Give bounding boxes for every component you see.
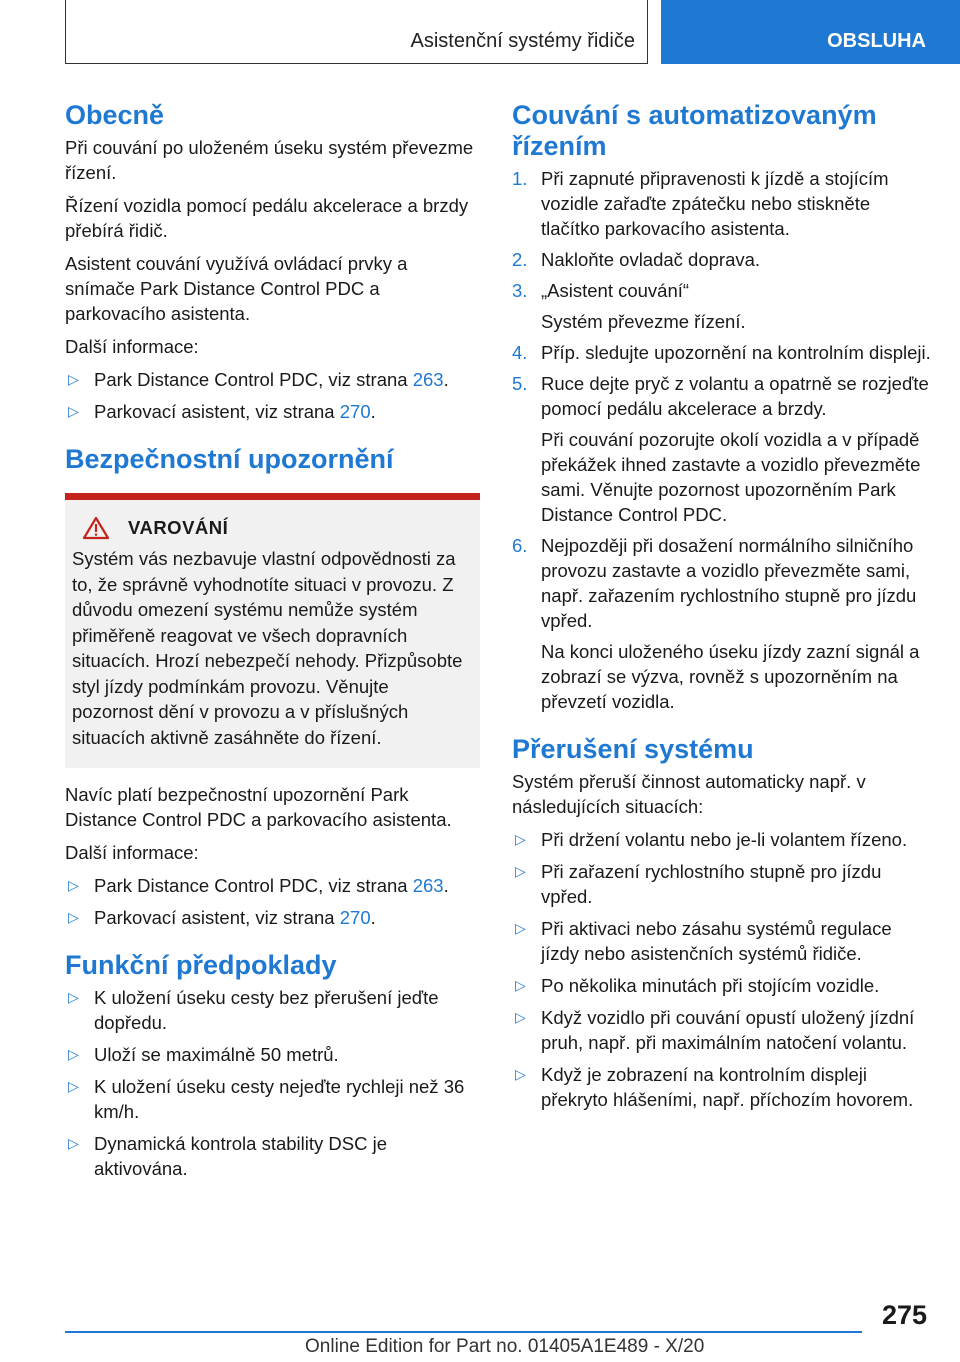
page-link-263[interactable]: 263 [412,369,444,390]
page-link-263[interactable]: 263 [412,875,444,896]
warning-triangle-icon [82,516,110,540]
reference-list [65,873,480,930]
bullet-triangle-icon: ▷ [515,1066,526,1082]
heading-general: Obecně [65,100,165,130]
list-item: ▷ Uloží se maximálně 50 metrů. [68,1044,339,1065]
list-item: ▷ Při aktivaci nebo zásahu systémů regulace jízdy nebo asistenčních systémů řidiče. [515,918,892,964]
list-item: ▷ Park Distance Control PDC, viz strana 263. [68,369,449,390]
step-list [512,166,932,714]
list-item: ▷ Parkovací asistent, viz strana 270. [68,907,376,928]
step-item: 5. Ruce dejte pryč z volantu a opatrně se rozjeďte pomocí pedálu akcelerace a brzdy. Při couvání pozorujte okolí vozidla a v případě překážek ihned zastavte a vozidlo převezměte sami. Věnujte pozornost upozorněním Park Distance Control PDC. [512,371,932,527]
step-item: 1. Při zapnuté připravenosti k jízdě a stojícím vozidle zařaďte zpátečku nebo stiskněte tlačítko parkovacího asistenta. [512,168,889,239]
list-item: ▷ Při zařazení rychlostního stupně pro jízdu vpřed. [515,861,882,907]
bullet-triangle-icon: ▷ [68,1135,79,1151]
step-item: 6. Nejpozději při dosažení normálního silničního provozu zastavte a vozidlo převezměte sami, např. zařazením rychlostního stupně pro jízdu vpřed. Na konci uloženého úseku jízdy zazní signál a zobrazí se výzva, rovněž s upozorněním na převzetí vozidla. [512,533,932,714]
more-info-label: Další informace: [65,842,199,863]
warning-text: Systém vás nezbavuje vlastní odpovědnosti za to, že správně vyhodnotíte situaci v provozu. Z důvodu omezení systému nemůže systém přiměřeně reagovat ve všech dopravních situacích. Hrozí nebezpečí nehody. Přizpůsobte styl jízdy podmínkám provozu. Věnujte pozornost dění v provozu a v příslušných situacích aktivně zasáhněte do řízení. [72,548,463,748]
list-item: ▷ K uložení úseku cesty bez přerušení jeďte dopředu. [68,987,439,1033]
bullet-triangle-icon: ▷ [515,920,526,936]
warning-box [65,500,480,768]
bullet-triangle-icon: ▷ [68,909,79,925]
paragraph: Při couvání po uloženém úseku systém převezme řízení. [65,137,474,183]
step-item: 2. Nakloňte ovladač doprava. [512,249,761,270]
bullet-triangle-icon: ▷ [515,977,526,993]
tab-label: OBSLUHA [827,30,926,52]
bullet-triangle-icon: ▷ [68,403,79,419]
section-title: Asistenční systémy řidiče [410,30,635,52]
bullet-triangle-icon: ▷ [68,877,79,893]
heading-system-interruption: Přerušení systému [512,734,754,764]
step-note: Na konci uloženého úseku jízdy zazní signál a zobrazí se výzva, rovněž s upozorněním na převzetí vozidla. [541,641,920,712]
list-item: ▷ Když je zobrazení na kontrolním displeji překryto hlášeními, např. příchozím hovorem. [515,1064,914,1110]
list-item: ▷ Při držení volantu nebo je-li volantem řízeno. [515,829,908,850]
left-column [65,100,480,1189]
step-item: 4. Příp. sledujte upozornění na kontrolním displeji. [512,342,931,363]
footer-edition: Online Edition for Part no. 01405A1E489 - X/20 [305,1336,705,1357]
warning-title: VAROVÁNÍ [128,517,229,538]
page-link-270[interactable]: 270 [339,401,371,422]
paragraph: Systém přeruší činnost automaticky např. v následujících situacích: [512,771,866,817]
heading-safety: Bezpečnostní upozornění [65,444,394,474]
bullet-triangle-icon: ▷ [515,1009,526,1025]
heading-automated-reversing: Couvání s automatizovaným řízením [512,100,877,161]
bullet-triangle-icon: ▷ [68,1078,79,1094]
right-column [512,100,932,1120]
step-item: 3. „Asistent couvání“ Systém převezme řízení. [512,278,932,334]
bullet-triangle-icon: ▷ [515,831,526,847]
tab-obsluha[interactable] [661,0,960,64]
list-item: ▷ K uložení úseku cesty nejeďte rychleji než 36 km/h. [68,1076,465,1122]
more-info-label: Další informace: [65,336,199,357]
heading-prerequisites: Funkční předpoklady [65,950,337,980]
interruption-list [512,827,932,1112]
header-frame [65,0,648,64]
step-note: Při couvání pozorujte okolí vozidla a v případě překážek ihned zastavte a vozidlo převezměte sami. Věnujte pozornost upozorněním Park Distance Control PDC. [541,429,921,525]
reference-list [65,367,480,424]
bullet-triangle-icon: ▷ [68,1046,79,1062]
prerequisite-list [65,985,480,1181]
bullet-triangle-icon: ▷ [68,371,79,387]
bullet-triangle-icon: ▷ [68,989,79,1005]
page-number: 275 [881,1300,927,1330]
step-note: Systém převezme řízení. [541,311,746,332]
list-item: ▷ Po několika minutách při stojícím vozidle. [515,975,880,996]
paragraph: Asistent couvání využívá ovládací prvky a snímače Park Distance Control PDC a parkovacího asistenta. [65,253,408,324]
list-item: ▷ Parkovací asistent, viz strana 270. [68,401,376,422]
footer-rule [65,1331,862,1333]
bullet-triangle-icon: ▷ [515,863,526,879]
paragraph: Řízení vozidla pomocí pedálu akcelerace a brzdy přebírá řidič. [65,195,469,241]
page-link-270[interactable]: 270 [339,907,371,928]
list-item: ▷ Park Distance Control PDC, viz strana 263. [68,875,449,896]
paragraph: Navíc platí bezpečnostní upozornění Park Distance Control PDC a parkovacího asistenta. [65,784,452,830]
list-item: ▷ Dynamická kontrola stability DSC je aktivována. [68,1133,388,1179]
list-item: ▷ Když vozidlo při couvání opustí uložený jízdní pruh, např. při maximálním natočení volantu. [515,1007,915,1053]
warning-rule [65,493,480,500]
